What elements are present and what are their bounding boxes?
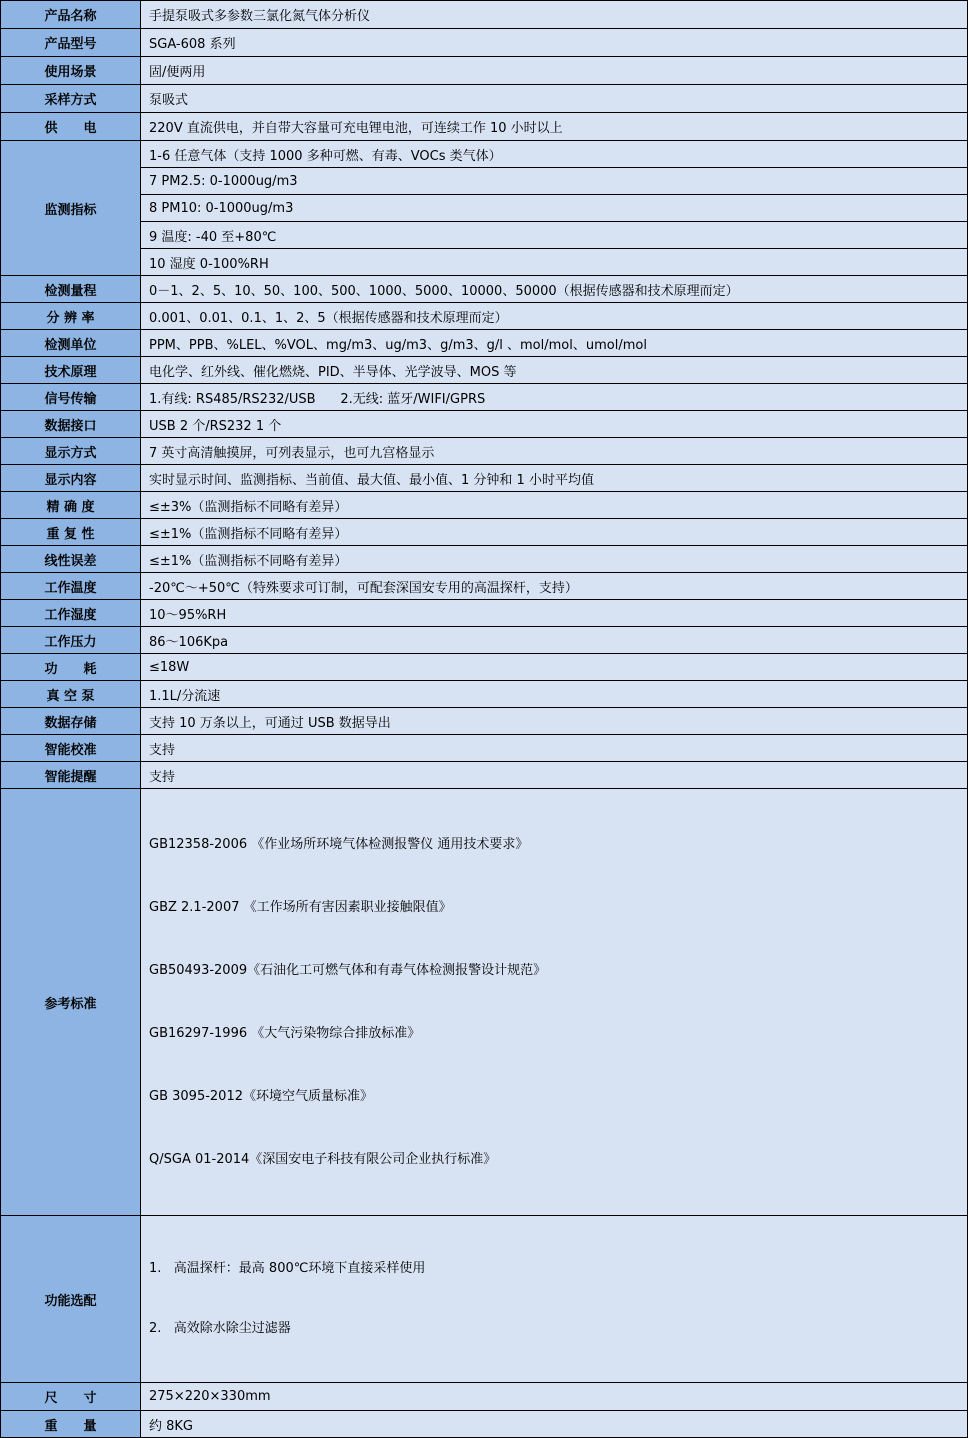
row-label-data-storage: 数据存储 xyxy=(1,708,141,735)
row-value-reference-standards xyxy=(141,789,968,1216)
row-value-monitoring-5: 10 湿度 0-100%RH xyxy=(141,249,968,276)
row-value-smart-calibration: 支持 xyxy=(141,735,968,762)
table-row xyxy=(1,141,968,168)
row-value-work-humidity: 10～95%RH xyxy=(141,600,968,627)
table-row xyxy=(1,1383,968,1411)
row-value-sampling: 泵吸式 xyxy=(141,85,968,113)
row-value-vacuum-pump: 1.1L/分流速 xyxy=(141,681,968,708)
row-label-sampling: 采样方式 xyxy=(1,85,141,113)
row-value-monitoring-2: 7 PM2.5: 0-1000ug/m3 xyxy=(141,168,968,195)
table-row xyxy=(1,195,968,222)
standard-line: GB 3095-2012《环境空气质量标准》 xyxy=(149,1089,373,1104)
row-value-detection-units: PPM、PPB、%LEL、%VOL、mg/m3、ug/m3、g/m3、g/l 、mol/mol、umol/mol xyxy=(141,330,968,357)
row-label-smart-calibration: 智能校准 xyxy=(1,735,141,762)
row-label-product-model: 产品型号 xyxy=(1,29,141,57)
standard-line: GBZ 2.1-2007 《工作场所有害因素职业接触限值》 xyxy=(149,900,452,915)
row-value-weight: 约 8KG xyxy=(141,1411,968,1438)
row-label-power-consumption: 功 耗 xyxy=(1,654,141,681)
row-value-dimensions: 275×220×330mm xyxy=(141,1383,968,1411)
table-row xyxy=(1,735,968,762)
standard-line: GB50493-2009《石油化工可燃气体和有毒气体检测报警设计规范》 xyxy=(149,963,547,978)
table-row xyxy=(1,573,968,600)
row-value-accuracy: ≤±3%（监测指标不同略有差异） xyxy=(141,492,968,519)
row-value-detection-range: 0－1、2、5、10、50、100、500、1000、5000、10000、50000（根据传感器和技术原理而定） xyxy=(141,276,968,303)
table-row xyxy=(1,330,968,357)
table-row xyxy=(1,519,968,546)
row-label-detection-range: 检测量程 xyxy=(1,276,141,303)
row-value-monitoring-1: 1-6 任意气体（支持 1000 多种可燃、有毒、VOCs 类气体） xyxy=(141,141,968,168)
row-label-power-supply: 供 电 xyxy=(1,113,141,141)
table-row xyxy=(1,789,968,1216)
table-row xyxy=(1,681,968,708)
table-row xyxy=(1,85,968,113)
table-row xyxy=(1,384,968,411)
table-row xyxy=(1,168,968,195)
table-row xyxy=(1,438,968,465)
table-row xyxy=(1,1,968,29)
row-label-weight: 重 量 xyxy=(1,1411,141,1438)
table-row xyxy=(1,249,968,276)
table-row xyxy=(1,222,968,249)
row-label-work-temp: 工作温度 xyxy=(1,573,141,600)
row-value-signal-transmission: 1.有线: RS485/RS232/USB 2.无线: 蓝牙/WIFI/GPRS xyxy=(141,384,968,411)
row-value-smart-reminder: 支持 xyxy=(141,762,968,789)
table-row xyxy=(1,1411,968,1438)
table-row xyxy=(1,546,968,573)
table-row xyxy=(1,57,968,85)
row-label-display-mode: 显示方式 xyxy=(1,438,141,465)
table-row xyxy=(1,627,968,654)
row-value-display-content: 实时显示时间、监测指标、当前值、最大值、最小值、1 分钟和 1 小时平均值 xyxy=(141,465,968,492)
row-label-repeatability: 重 复 性 xyxy=(1,519,141,546)
table-row xyxy=(1,357,968,384)
row-label-optional-features: 功能选配 xyxy=(1,1216,141,1383)
row-value-data-storage: 支持 10 万条以上，可通过 USB 数据导出 xyxy=(141,708,968,735)
row-label-dimensions: 尺 寸 xyxy=(1,1383,141,1411)
table-row xyxy=(1,411,968,438)
row-value-display-mode: 7 英寸高清触摸屏，可列表显示，也可九宫格显示 xyxy=(141,438,968,465)
row-label-display-content: 显示内容 xyxy=(1,465,141,492)
row-value-product-name: 手提泵吸式多参数三氯化氮气体分析仪 xyxy=(141,1,968,29)
standard-line: GB12358-2006 《作业场所环境气体检测报警仪 通用技术要求》 xyxy=(149,837,529,852)
row-label-tech-principle: 技术原理 xyxy=(1,357,141,384)
standard-line: Q/SGA 01-2014《深国安电子科技有限公司企业执行标准》 xyxy=(149,1152,497,1167)
row-value-data-interface: USB 2 个/RS232 1 个 xyxy=(141,411,968,438)
row-label-vacuum-pump: 真 空 泵 xyxy=(1,681,141,708)
row-label-usage-scene: 使用场景 xyxy=(1,57,141,85)
table-row xyxy=(1,492,968,519)
table-row xyxy=(1,303,968,330)
row-value-optional-features xyxy=(141,1216,968,1383)
optional-feature-line: 2. 高效除水除尘过滤器 xyxy=(149,1321,291,1336)
row-value-linearity-error: ≤±1%（监测指标不同略有差异） xyxy=(141,546,968,573)
row-value-tech-principle: 电化学、红外线、催化燃烧、PID、半导体、光学波导、MOS 等 xyxy=(141,357,968,384)
row-value-work-pressure: 86～106Kpa xyxy=(141,627,968,654)
row-label-smart-reminder: 智能提醒 xyxy=(1,762,141,789)
table-row xyxy=(1,113,968,141)
row-label-work-humidity: 工作湿度 xyxy=(1,600,141,627)
row-label-work-pressure: 工作压力 xyxy=(1,627,141,654)
row-value-usage-scene: 固/便两用 xyxy=(141,57,968,85)
row-value-product-model: SGA-608 系列 xyxy=(141,29,968,57)
table-row xyxy=(1,600,968,627)
row-label-accuracy: 精 确 度 xyxy=(1,492,141,519)
row-label-signal-transmission: 信号传输 xyxy=(1,384,141,411)
optional-feature-line: 1. 高温探杆：最高 800℃环境下直接采样使用 xyxy=(149,1261,426,1276)
row-label-product-name: 产品名称 xyxy=(1,1,141,29)
row-label-linearity-error: 线性误差 xyxy=(1,546,141,573)
row-label-data-interface: 数据接口 xyxy=(1,411,141,438)
table-row xyxy=(1,654,968,681)
row-label-reference-standards: 参考标准 xyxy=(1,789,141,1216)
row-value-power-consumption: ≤18W xyxy=(141,654,968,681)
table-row xyxy=(1,762,968,789)
row-label-detection-units: 检测单位 xyxy=(1,330,141,357)
table-row xyxy=(1,1216,968,1383)
row-value-monitoring-3: 8 PM10: 0-1000ug/m3 xyxy=(141,195,968,222)
row-value-work-temp: -20℃～+50℃（特殊要求可订制，可配套深国安专用的高温探杆，支持） xyxy=(141,573,968,600)
row-value-monitoring-4: 9 温度: -40 至+80℃ xyxy=(141,222,968,249)
table-row xyxy=(1,29,968,57)
row-label-resolution: 分 辨 率 xyxy=(1,303,141,330)
table-row xyxy=(1,465,968,492)
standard-line: GB16297-1996 《大气污染物综合排放标准》 xyxy=(149,1026,421,1041)
row-value-resolution: 0.001、0.01、0.1、1、2、5（根据传感器和技术原理而定） xyxy=(141,303,968,330)
row-label-monitoring: 监测指标 xyxy=(1,141,141,276)
row-value-power-supply: 220V 直流供电，并自带大容量可充电锂电池，可连续工作 10 小时以上 xyxy=(141,113,968,141)
table-row xyxy=(1,276,968,303)
row-value-repeatability: ≤±1%（监测指标不同略有差异） xyxy=(141,519,968,546)
table-row xyxy=(1,708,968,735)
